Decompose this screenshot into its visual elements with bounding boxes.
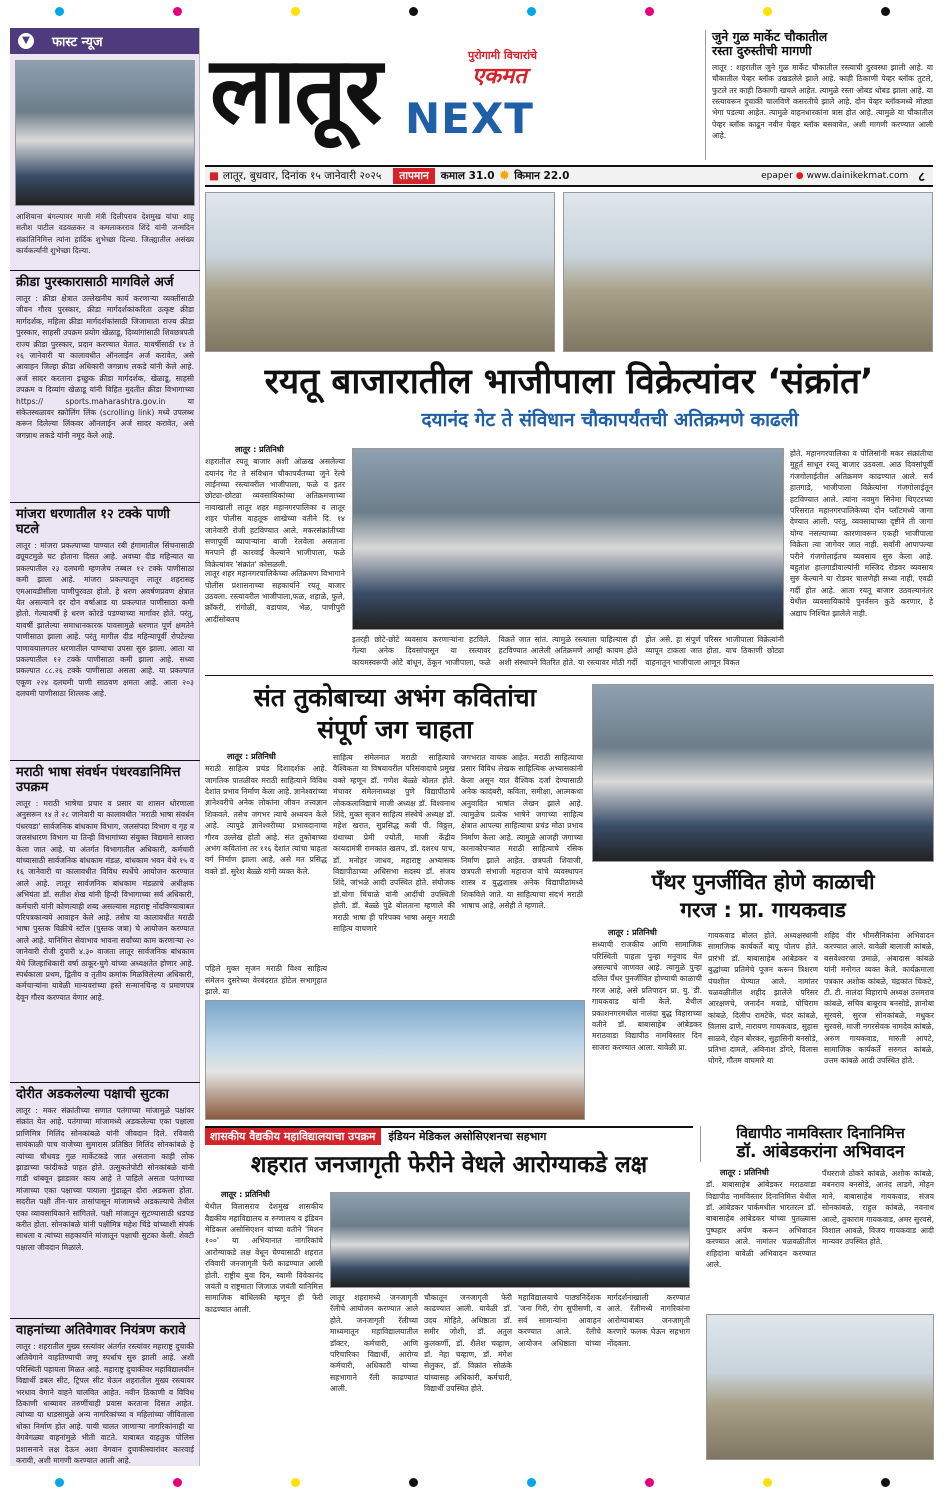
sidebar-item-sports-award xyxy=(16,276,194,489)
lead-text-under-photo: इतरही छोटे-छोटे व्यवसाय करणाऱ्यांना हटविले. गेल्या अनेक दिवसांपासून या रस्त्यावर कायमस्वरूपी ओटे बांधून, ठेंकून भाजीपाला, फळे विक्रते जात सांत. त्यामुळे रस्त्याला पाहिल्यास ही हटविण्यात आलेली अतिक्रमणे आम्ही कायम होते अशी संस्थापने वितरित होते. या रस्त्यावर मोठी गर्दी होत असे. हा संपूर्ण परिसर भाजीपाला विक्रेत्यांनी व्यापून टाकला जात होता. याच ठिकाणी छोट्या वाहनातून भाजीपाला आणून विकत xyxy=(352,635,784,667)
univ-text-1: डॉ. बाबासाहेब आंबेडकर मराठवाडा विद्यापीठ नामविस्तार दिनानिमित्त येथील डॉ. आंबेडकर पार्कमधील भारतरत्न डॉ. बाबासाहेब आंबेडकर यांच्या पुतळ्यास पुष्पहार अर्पण करून अभिवादन करण्यात आले. नामांतर चळवळीतील शहिदांना यावेळी अभिवादन करण्यात आले. xyxy=(706,1180,816,1270)
health-banner-left: शासकीय वैद्यकीय महाविद्यालयाचा उपक्रम xyxy=(205,1128,381,1145)
encroachment-photo xyxy=(352,448,784,630)
panther-title-line-1: पँथर पुनर्जीवित होणे काळाची xyxy=(651,870,875,894)
registration-marks-bottom xyxy=(0,1475,945,1489)
health-text-2: लातूर शहरामध्ये जनजागृती रॅलीचे आयोजन करण्यात आले होते. जनजागृती रॅलीच्या माध्यमातून महाविद्यालयातील डॉक्टर, कर्मचारी, आणि परिचारिका विद्यार्थी, आरोग्य कर्मचारी, अधिकारी यांच्या सहभागाने रॅली काढण्यात आली. xyxy=(330,1293,418,1394)
sidebar-item-text: लातूर : शहरातील मुख्य रस्त्यांवर अंतर्गत रस्त्यांवर महाराष्ट्र दुचाकी अतिवेगाने वाहतिण्याची जणू स्पर्धाच सुरु झाली आहे. अशी परिस्थिती पहायला मिळत आहे. महाराष्ट्र दुचाकीवर महाविद्यालयीन विद्यार्थी डबल सीट, ट्रिपल सीट घेऊन शहरातील मुख्य रस्त्यावर भरधाव वेगाने वाहने चालवित आहेत. नवीन ठिकाणी व विविध ठिकाणी धाब्यावर तरुणींचाही प्रवास करताना दिसत आहेत. त्यांच्या या धाडसामुळे अन्य नागरिकांच्या व महिलांच्या जीविताला धोका निर्माण होत आहे. पायी चालत जाणाऱ्या नागरिकांनाही या वेगवेगळ्या वाहनांमुळे भीती वाटते. याबाबत वाहतुक पोलिस प्रशासनाने लक्ष देऊन अशा वेगवान दुचाकीस्वारांवर कारवाई करावी, अशी मागणी करण्यात आली आहे. xyxy=(16,1341,194,1465)
health-text-1: येथील विलासराव देशमुख शासकीय वैद्यकीय महाविद्यालय व रुग्णालय व इंडियन मेडिकल असोसिएशन यांच्या वतीने 'मिशन १००' या अभियानात नागरिकांचे आरोग्याकडे लक्ष वेधून घेण्यासाठी शहरात रविवारी जनजागृती फेरी काढण्यात आली होती. राष्ट्रीय युवा दिन, स्वामी विवेकानंद जयंती व राष्ट्रमाता जिजाऊ जयंती यानिमित्त सामाजिक बांधिलकी म्हणून ही फेरी काढण्यात आली. xyxy=(205,1202,323,1314)
temperature-label: तापमान xyxy=(393,168,435,184)
sidebar-item-title: दोरीत अडकलेल्या पक्षाची सुटका xyxy=(16,1087,169,1102)
health-rally-photo xyxy=(330,1192,690,1288)
masthead-brand: एकमत xyxy=(472,64,527,89)
road-photo-left xyxy=(205,192,555,352)
univ-text-2: पँथरराजे ठोकरे कांबळे, अशोक कांबळे, बबनराव बनसोडे, आनंद लाडगे, मोहन माने, बाबासाहेब गायकवाड, संजय सोनकांबळे, राहुल कांबळे, नवनाथ आल्टे, तुकाराम गायकवाड, अमर सुरवसे, विशाल आवळे, विजय गायकवाड आदी मान्यवर उपस्थित होते. xyxy=(822,1169,934,1247)
health-col-1 xyxy=(205,1190,323,1461)
ambedkar-statue-photo xyxy=(706,1314,934,1460)
health-text-3: चौकातून जनजागृती फेरी काढण्यात आली. यावेळी डॉ. उदय मोहिते, अधिष्ठाता डॉ. समीर जोशी, डॉ. अतुल कुलकर्णी, डॉ. शैलेश चव्हाण, डॉ. नेहा चव्हाण, डॉ. मंगेश सेलुकर, डॉ. विक्रांत सोळंके यांच्यासह अधिकारी, कर्मचारी, विद्यार्थी उपस्थित होते. xyxy=(424,1293,512,1394)
epaper-label: epaper xyxy=(761,171,793,181)
panther-event-photo xyxy=(592,684,934,862)
sidebar-item-marathi-fortnight xyxy=(16,766,194,1078)
road-photo-right xyxy=(563,192,933,352)
univ-title-line-1: विद्यापीठ नामविस्तार दिनानिमित्त xyxy=(736,1126,905,1142)
temperature-min: किमान 22.0 xyxy=(514,170,570,182)
website-link[interactable]: www.dainikekmat.com xyxy=(806,171,909,181)
story-title-2: रस्ता दुरुस्तीची मागणी xyxy=(712,43,812,59)
sidebar-item-title: वाहनांच्या अतिवेगावर नियंत्रण करावे xyxy=(16,1323,186,1338)
dateline-square-icon: ■ xyxy=(209,170,219,182)
epaper-dot-icon: ● xyxy=(795,171,804,181)
masthead-next: NEXT xyxy=(405,94,534,143)
univ-title-line-2: डॉ. आंबेडकरांना अभिवादन xyxy=(736,1141,905,1162)
university-story xyxy=(700,1126,934,1162)
sidebar-item-text: लातूर : मांजरा प्रकल्पाच्या पाण्यात रबी हंगामातील सिंचनासाठी ढ्यूयटमुळे घट होताना दिसत आहे. अवघ्या दीड महिन्यात या प्रकल्पातील २३ दलघमी म्हणजेच तब्बल १२ टक्के पाणीसाठा कमी झाला आहे. मांजरा प्रकल्पातून लातूर शहरासह एमआयडीसीला पाणीपुरवठा होतो. हे धरण अवर्षणप्रवण क्षेत्रात येत असल्याने दर दोन वर्षाआड या प्रकल्पात पाणीसाठा कमी होतो. गेल्यावर्षी हे धरण कोरडे पडण्याच्या मार्गावर होते. परंतु, यावर्षी झालेल्या समाधानकारक पावसामुळे धरणात पूर्ण क्षमतेने पाणीसाठा झाला आहे. परंतु मागील दीड महिन्यापूर्वी रोपटेल्या पाणावयालगतर धरणातील पाण्याचा उपसा सुरु झाला. आता या प्रकल्पातील १२ टक्के पाणीसाठा कमी झाला आहे. सध्या प्रकल्पात ८८.२६ टक्के पाणीसाठा असला आहे. या प्रकल्पात एकूण २२४ दलघमी पाणी साठवण क्षमता आहे. आता २०३ दलघमी पाणीसाठा शिल्लक आहे. xyxy=(16,540,194,699)
birthday-greeting-photo xyxy=(15,60,195,206)
lead-text-1: शहरातील रयतू बाजार अशी ओळख असलेल्या दयानंद गेट ते संविधान चौकापर्यंतच्या जुने रेल्वे लाईनच्या रस्त्यावरील भाजीपाला, फळे व इतर छोट्या-छोट्या व्यवसायिकांच्या अतिक्रमणाच्या नावाखाली लातूर शहर महानगरपालिका व लातूर शहर पोलीस वाहतूक शाखेच्या वतीने दि. १४ जानेवारी रोजी हटविण्यात आले. मकरसंक्रांतीच्या सणापूर्वी व्यापाऱ्यांना बाजी रेलवेला असताना मनपाने ही कारवाई केल्याने भाजीपाला, फळे विक्रेत्यांवर 'संक्रांत' कोसळली. xyxy=(205,457,345,569)
fast-news-title: फास्ट न्यूज xyxy=(52,35,103,50)
tukaram-text-3: जगभरात वाचक आहेत. मराठी साहित्याचा प्रसार विविध लेखक साहित्यिक अभ्यासकांनी केला असून यात वैश्विक दर्जा देण्यासाठी अनेक कादंबरी, कविता, समीक्षा, आत्मकथा अनुवादित भाषांत लेखन झाले आहे. त्यामुळेच प्रत्येक भाषेने जगाच्या साहित्य क्षेत्रात आपल्या साहित्याचा प्रचंड मोठा प्रभाव निर्माण केला आहे. त्यामुळे आजही जगाच्या कानाकोपऱ्यात मराठी साहित्याचे रसिक निर्माण झाले आहेत. छत्रपती शिवाजी, छत्रपती संभाजी महाराज यांचे व्यवस्थापन शास्त्र व युद्धशास्त्र अनेक विद्यापीठांमध्ये शिकविले जाते. या साहित्याचा संदर्भ मराठी भाषाच आहे, असेही ते म्हणाले. xyxy=(461,753,583,911)
sidebar-item-bird-rescue xyxy=(16,1088,194,1301)
panther-col-1 xyxy=(592,928,702,1117)
registration-marks-top xyxy=(0,4,945,18)
health-banner xyxy=(205,1126,693,1144)
lead-text-1b: लातूर शहर महानगरपालिकेच्या अतिक्रमण विभागाने पोलीस प्रशासनाच्या सहकार्याने रयतू बाजार उठवला. रस्त्यावरील भाजीपाला,फळ, शहाळे, फुले, क्रॉकरी, रांगोळी, वडापाव, भेळ, पाणीपुरी आदींसोबतच xyxy=(205,569,345,624)
story-title: जुने गुळ मार्केट चौकातील xyxy=(712,29,828,44)
sidebar-item-text: लातूर : मराठी भाषेचा प्रचार व प्रसार या शासन धोरणाला अनुसरून १४ ते २८ जानेवारी या कालावधीत 'मराठी भाषा संवर्धन पंधरवडा' सार्वजनिक बांधकाम विभाग, जलसंपदा विभाग व गृह व जलसंधारण विभाग या तिन्ही विभागांच्या संयुक्त विद्यमाने साजरा केला जात आहे. या अंतर्गत विभागातील अधिकारी, कर्मचारी यांच्यासाठी सार्वजनिक बांधकाम मंडळ, बांधकाम भवन येथे १५ व १६ जानेवारी या कालावधीत विविध स्पर्धेचे आयोजन करण्यात आले आहे. लातूर सार्वजनिक बांधकाम मंडळाचे अधीक्षक अभियंता डॉ. सतीश शेख यांनी हिन्दी विभागाच्या सर्व अधिकारी, कर्मचारी यांनी कोणत्याही शब्द असल्यास महाराष्ट्र नोंदविण्याबाबत परिपत्रकान्वये आवाहन केले आहे. तसेच या कालावधीत मराठी भाषा पुस्तक विक्रीचे स्टॉल (पुस्तक जत्रा) चे आयोजन करण्यात आले आहे. यानिमित्त सेवाभाव भावना सर्वांच्या काम करणाऱ्या २० जानेवारी रोजी दुपारी ४.३० वाजता लातूर सार्वजनिक बांधकाम येथे जिल्हाधिकारी वर्षा ठाकूर-घुगे यांच्या अध्यक्षतेत होणार आहे. स्पर्धकाला प्रथम, द्वितीय व तृतीय क्रमांक मिळविलेल्या अधिकारी, कर्मचाऱ्यांना यावेळी मान्यवरांच्या हस्ते सन्मानचिन्ह व प्रमाणपत्र देवून गौरव करण्यात येणार आहे. xyxy=(16,798,194,1002)
lead-text-right: होते. महानगरपालिका व पोलिसांनी मकर संक्रांतीचा मुहूर्त साधून रयतू बाजार उठवला. आठ दिवसांपूर्वी गंजगोलाईतील अतिक्रमण काढण्यात आले. सर्व हातगाडे, भाजीपाला विक्रेत्यांना गंजगोलाईतून हटविण्यात आले. त्यांना नवमुग सिनेमा थिएटरच्या परिसरात महानगरपालिकेच्या दोन प्लॉटमध्ये जागा देण्यात आली. परंतु, व्यवसायाच्या दृष्टीने ती जागा योग्य नसल्याच्या कारणावरून एकही भाजीपाला विक्रेता त्या जागेवर जात नाही. सर्वांनी आपापल्या परीने गंजगोलाईतच व्यवसाय सुरु केला आहे. बहुतांश हातगाडीवाल्यांनी मस्जिद रोडवर व्यवसाय सुरु केल्याने या रोडवर चालणेही सध्या नाही, एवढी गर्दी होत आहे. आता रयतू बाजार उठवल्यानंतर येथील व्यवसायिकांचे पुनर्वसन कुठे करणार, हे अद्याप निश्चित झालेले नाही. xyxy=(790,449,933,618)
lead-subheadline: दयानंद गेट ते संविधान चौकापर्यंतची अतिक्रमणे काढली xyxy=(421,409,799,431)
tukaram-text-1b: पहिले मुक्त सृजन मराठी विश्व साहित्य संमेलन दुसरेच्या वेरबंदरात होटेल सभागृहात झाले. या xyxy=(205,964,327,996)
sidebar-item-speeding xyxy=(16,1323,194,1465)
masthead-title: लातूर xyxy=(210,36,381,144)
story-text: लातूर : शहरातील जुने गुळ मार्केट चौकातील रस्त्याची दुरवस्था झाली आहे. या चौकातील पेव्हर ब्लॉक उखडलेले झाले आहे. काही ठिकाणी पेव्हर ब्लॉक तुटले, फुटले तर काही ठिकाणी खचले आहेत. त्यामुळे रस्ता ओबड धोबड झाला आहे. या रस्त्यावरून दुचाकी चालविणे कसरतीचे झाले आहे. दोन पेव्हर ब्लॉकमध्ये मोठ्या भेगा पडल्या आहेत. त्यामुळे वाहनधारकांना त्रास होत आहे. त्यामुळे या चौकातील पेव्हर ब्लॉक काढून नवीन पेव्हर ब्लॉक बसवावेत, अशी मागणी करण्यात आली आहे. xyxy=(712,62,933,141)
lead-byline: लातूर : प्रतिनिधी xyxy=(235,445,284,454)
sidebar-item-title: मांजरा धरणातील १२ टक्के पाणी घटले xyxy=(16,507,170,537)
univ-col-1 xyxy=(706,1168,816,1305)
panther-byline: लातूर : प्रतिनिधी xyxy=(608,928,657,937)
health-headline: शहरात जनजागृती फेरीने वेधले आरोग्याकडे लक्ष xyxy=(250,1152,648,1178)
lead-col-1 xyxy=(205,445,345,634)
dateline-date: लातूर, बुधवार, दिनांक १५ जानेवारी २०२५ xyxy=(222,170,382,182)
sidebar-item-title: मराठी भाषा संवर्धन पंधरवडानिमित्त उपक्रम xyxy=(16,765,181,795)
top-right-story xyxy=(705,30,933,160)
panther-text-2: गायकवाड बोलत होते. अध्यक्षस्थानी सामाजिक कार्यकर्ते बापू पोलप होते. प्रारंभी डॉ. बाबासाहेब आंबेडकर व बुद्धांच्या प्रतिमेचे पूजन करून त्रिशरण पंचशील घेण्यात आले. नामांतर चळवळीतील शहीद झालेले परिसर आरक्षणचे, जनार्दन मवाडे, पोचिराम कांबळे, दिलीप रामटेके, चंदर कांबळे, विलास ढाणे, नारायण गायकवाड, सुहास साळवे, रोहन बोरकर, सुहासिनी बनसोडे, प्रतिभा दामले, अविनाश डोंगरे, विलास घोगरे, गौतम वाघमारे या xyxy=(708,931,818,1066)
panther-text-1: सध्याची राजकीय आणि सामाजिक परिस्थिती पाहता पुन्हा मनुवाद येत असल्याचे जाणवत आहे. त्यामुळे पुन्हा दलित पँथर पुनर्जीवित होण्याची काळाची गरज आहे, असे प्रतिपादन प्रा. यु. डी. गायकवाड यांनी केले. येथील प्रकाशनगरमधील नालंदा बुद्ध विहाराच्या वतीने डॉ. बाबासाहेब आंबेडकर मराठवाडा विद्यापीठ नामविस्तार दिन साजरा करण्यात आला. यावेळी प्रा. xyxy=(592,940,702,1052)
sidebar-item-manjara-dam xyxy=(16,508,194,758)
tukaram-text-1: मराठी साहित्य प्रचंड दिशादर्शक आहे. जागतिक पातळीवर मराठी साहित्याने विविध देशांत प्रभाव निर्माण केला आहे. ज्ञानेश्वरांच्या ज्ञानेश्वरीचे अनेक लोकांना जीवन तत्त्वज्ञान शिकवले. तसेच जगभर त्याचे अध्ययन केले आहे. त्यापुढे ज्ञानेश्वरीच्या प्रभावदानाचा गौरव उल्लेख होतो आहे. संत तुकोबाच्या अभंग कवितांना तर ११६ देशांत त्यांचा चाहता वर्ग निर्माण झाला आहे, असे मत प्रसिद्ध वक्ते डॉ. सुरेश बेळ्ळे यांनी व्यक्त केले. xyxy=(205,764,327,876)
temperature-max: कमाल 31.0 xyxy=(440,170,495,182)
tukaram-title-line-2: संपूर्ण जग चाहता xyxy=(317,715,473,744)
panther-title-line-2: गरज : प्रा. गायकवाड xyxy=(680,898,846,922)
tukaram-col-1 xyxy=(205,752,327,1007)
fast-news-sidebar xyxy=(10,28,200,1466)
sidebar-item-text: लातूर : मकर संक्रांतीच्या सणात पतंगाच्या मांजामुळे पक्षांवर संक्रांत येत आहे. पतंगाच्या मांजामध्ये अडकलेल्या एका पक्षाला प्राणिमित्र मिलिंद सोनकांबळे यांनी जीवदान दिले. रविवारी सायंकाळी पाच वाजेच्या सुमारास प्रतिष्ठित मिलिंद सोनकांबळे हे त्यांच्या चौधवड गुळ मार्केटकडे जात असताना काही लोक झाडाच्या फांदीकडे पाहत होते. उत्सुकतेपोटी सोनकांबळे यांनी गाडी थांबवून झाडावर काय आहे ते पाहिले असता पतंगाच्या मांजाच्या एका पक्षाच्या पायाला गुंडाळून दोरा अडकला होता. सदरील पक्षी तीन-चार तासांपासून मांजामध्ये अडकल्याचे तेथील एका व्यावसायिकाने सांगितले. पक्षी मांजातून सुटण्यासाठी धडपड करीत होता. सोनकांबळे यांनी पक्षीमित्र महेश चिंडे यांच्याशी संपर्क साधला व त्यांच्या सहकार्याने मांजातून पक्षाची सुटका केली. शेवटी पक्षाला जीवदान मिळाले. xyxy=(16,1105,194,1252)
masthead xyxy=(210,30,700,160)
health-byline: लातूर : प्रतिनिधी xyxy=(221,1190,270,1199)
lead-headline: रयतू बाजारातील भाजीपाला विक्रेत्यांवर ‘संक्रांत’ xyxy=(264,362,874,402)
health-text-4: महाविद्यालयाचे पाठ्यनिर्देशक 'जना गिरी, रोग सुपीसणी, व सर्व सामान्यांना आवाहन करण्यात आले. रॅलीचे आयोजन अधिष्ठाता यांच्या मार्गदर्शनाखाली करण्यात आले. रॅलीमध्ये नागरिकांना आरोग्याबाबत जनजागृती करणारे फलक घेऊन सहभाग नोंदवला. xyxy=(518,1293,690,1348)
sidebar-item-text: लातूर : क्रीडा क्षेत्रात उल्लेखनीय कार्य करणाऱ्या व्यक्तींसाठी जीवन गौरव पुरस्कार, क्रीडा मार्गदर्शकांकरिता उत्कृष्ट क्रीडा मार्गदर्शक, महिला क्रीडा मार्गदर्शकांसाठी जिजामाता राज्य क्रीडा पुरस्कार, साहसी उपक्रम प्रयोग खेळाडू, दिव्यांगांसाठी शिवछत्रपती राज्य क्रीडा पुरस्कार, प्रदान करण्यात येतात. यावर्षीसाठी १४ ते २६ जानेवारी या कालावधीत ऑनलाईन अर्ज करावेत, असे आवाहन जिल्हा क्रीडा अधिकारी जगन्नाथ लकडे यांनी केले आहे. अर्ज सादर करताना इच्छुक क्रीडा मार्गदर्शक, खेळाडू, साहसी उपक्रम व दिव्यांग खेळाडू यांनी विहित मुदतीत क्रीडा विभागाच्या https:// sports.maharashtra.gov.in या संकेतस्थळावर स्क्रोलिंग लिंक (scrolling link) मध्ये उपलब्ध करून दिलेल्या लिंकवर ऑनलाईन अर्ज सादर करावेत, असे जगन्नाथ लकडे यांनी नमूद केले आहे. xyxy=(16,293,194,440)
photo-caption: आशियाना बंगल्यावर माजी मंत्री दिलीपराव देशमुख यांचा शाहू सतीश पाटील वडवळकर व कमलाकरराव शिंदे यांनी जन्मदिन संक्रांतिनिमित्त त्यांना हार्दिक शुभेच्छा दिल्या. जिल्ह्यातील असंख्य कार्यकर्त्यांनी शुभेच्छा दिल्या. xyxy=(16,212,194,256)
masthead-tagline: पुरोगामी विचारांचे xyxy=(468,49,538,62)
sidebar-item-title: क्रीडा पुरस्कारासाठी मागविले अर्ज xyxy=(16,275,174,290)
literary-meet-photo xyxy=(205,1000,585,1120)
panther-headline xyxy=(592,868,934,924)
tukaram-text-2: साहित्य संमेलनात मराठी साहित्याचे वैश्विकता या विषयावरील परिसंवादाचे प्रमुख वक्ते म्हणून डॉ. गणेश बेळ्ळे बोलत होते. मंचावर संमेलनाध्यक्ष पुणे विद्यापीठाचे लोककलाविद्याचे माजी अध्यक्ष डॉ. विश्वनाथ शिंदे, मुक्त सृजन साहित्य संस्थेचे अध्यक्ष डॉ. महेश खरात, सुप्रसिद्ध कवी पी. विठ्ठल, ग्रंथाच्या प्रेमी ज्योती, माजी केंद्रीय कायदामंत्री रामकांत खलप, डॉ. दशरथ पाच, डॉ. मनोहर जाधव, महाराष्ट्र अभ्यासक विद्यापीठाच्या अधिसभा सदस्य डॉ. संजय शिंदे, जांभळे आदी उपस्थित होते. संयोजक डॉ.योगा चिंचाळे यांनी आदींची उपस्थिती होती. डॉ. बेळ्ळे पुढे बोलताना म्हणाले की मराठी भाषा ही परिपक्व भाषा असून मराठी साहित्य वाचणारे xyxy=(333,753,455,934)
univ-byline: लातूर : प्रतिनिधी xyxy=(720,1168,769,1177)
sun-icon: ✹ xyxy=(498,168,511,184)
tukaram-title-line-1: संत तुकोबाच्या अभंग कवितांचा xyxy=(253,683,537,712)
fast-news-header xyxy=(10,28,199,54)
dateline-strip xyxy=(205,165,933,187)
health-banner-right: इंडियन मेडिकल असोसिएशनचा सहभाग xyxy=(388,1129,547,1143)
panther-text-3: शहिद वीर भीमसैनिकांना अभिवादन करण्यात आले. यावेळी बालाजी कांबळे, बसवेश्वरचा उमाळे, अंबादास कांबळे यांनी मनोगत व्यक्त केले. कार्यक्रमाला पत्रकार अशोक कांबळे, चंद्रकांत चिकटे, टी. टी. नालंदा विहाराचे अध्यक्ष उत्तमराव कांबळे, सचिव बाबूराव बनसोडे, ज्ञानोबा सूरवसे, सुरज सोनकांबळे, मधुकर सुरवसे, माजी नगरसेवक नामदेव कांबळे, अरुण गायकवाड, मारुती आपटे, सामाजिक कार्यकर्ते सरुगत कांबळे, उत्तम कांबळे आदी उपस्थित होते. xyxy=(824,931,934,1066)
chevron-down-icon: ▼ xyxy=(18,33,34,49)
tukaram-headline xyxy=(205,682,585,746)
tukaram-byline: लातूर : प्रतिनिधी xyxy=(227,752,276,761)
page-number: ८ xyxy=(918,170,925,185)
